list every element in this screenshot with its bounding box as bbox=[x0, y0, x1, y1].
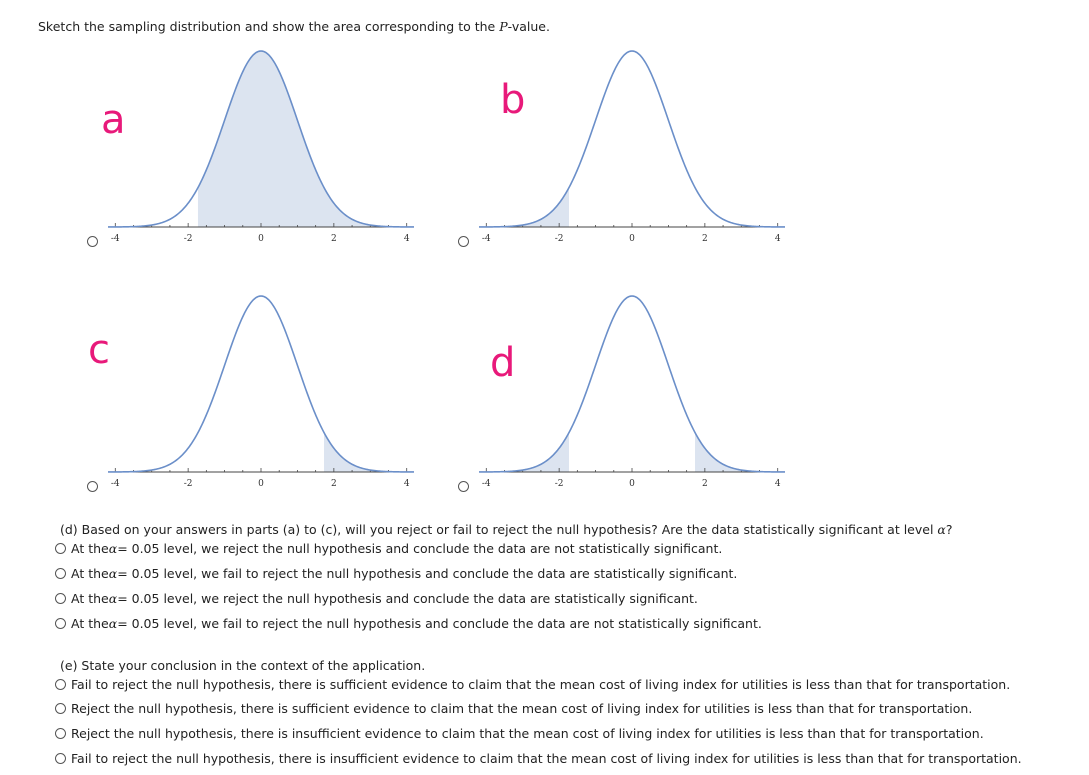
graph-b-radio[interactable] bbox=[458, 236, 469, 247]
tick-label: 4 bbox=[774, 479, 781, 489]
radio-button[interactable] bbox=[55, 618, 66, 629]
question-e-option-3[interactable]: Reject the null hypothesis, there is insufficient evidence to claim that the mean cost of living index for utilities is less than that for transportation. bbox=[55, 726, 984, 741]
tick-label: 0 bbox=[258, 234, 264, 244]
graph-c bbox=[100, 278, 460, 496]
radio-button[interactable] bbox=[55, 568, 66, 579]
question-d-title: (d) Based on your answers in parts (a) to (c), will you reject or fail to reject the null hypothesis? Are the data statistically significant at level α? bbox=[60, 522, 953, 537]
question-d-option-1[interactable]: At the α = 0.05 level, we reject the null hypothesis and conclude the data are not statistically significant. bbox=[55, 541, 722, 556]
question-e-option-4[interactable]: Fail to reject the null hypothesis, there is insufficient evidence to claim that the mean cost of living index for utilities is less than that for transportation. bbox=[55, 751, 1022, 766]
tick-label: 4 bbox=[403, 479, 410, 489]
question-d-option-3[interactable]: At the α = 0.05 level, we reject the null hypothesis and conclude the data are statistically significant. bbox=[55, 591, 698, 606]
tick-label: 2 bbox=[701, 234, 708, 244]
graph-b-label: b bbox=[500, 77, 526, 123]
tick-label: 0 bbox=[629, 479, 635, 489]
tick-label: 0 bbox=[629, 234, 635, 244]
graph-a-label: a bbox=[101, 97, 126, 143]
tick-label: 2 bbox=[330, 479, 337, 489]
shaded-area bbox=[198, 51, 414, 227]
graph-c-label: c bbox=[88, 327, 110, 373]
tick-label: 2 bbox=[701, 479, 708, 489]
graph-d-radio[interactable] bbox=[458, 481, 469, 492]
question-e-option-1[interactable]: Fail to reject the null hypothesis, there is sufficient evidence to claim that the mean cost of living index for utilities is less than that for transportation. bbox=[55, 677, 1010, 692]
question-e-title: (e) State your conclusion in the context of the application. bbox=[60, 658, 426, 673]
tick-label: 4 bbox=[774, 234, 781, 244]
tick-label: -2 bbox=[183, 234, 193, 244]
question-d-option-2[interactable]: At the α = 0.05 level, we fail to reject the null hypothesis and conclude the data are statistically significant. bbox=[55, 566, 737, 581]
tick-label: 2 bbox=[330, 234, 337, 244]
tick-label: -4 bbox=[110, 234, 120, 244]
graph-d-label: d bbox=[490, 340, 516, 386]
radio-button[interactable] bbox=[55, 543, 66, 554]
graph-d bbox=[471, 278, 831, 496]
density-curve bbox=[479, 51, 785, 227]
tick-label: -4 bbox=[481, 479, 491, 489]
tick-label: -2 bbox=[554, 479, 564, 489]
graph-a bbox=[100, 33, 460, 251]
tick-label: -2 bbox=[554, 234, 564, 244]
graph-a-radio[interactable] bbox=[87, 236, 98, 247]
question-d-option-4[interactable]: At the α = 0.05 level, we fail to reject the null hypothesis and conclude the data are not statistically significant. bbox=[55, 616, 762, 631]
tick-label: -2 bbox=[183, 479, 193, 489]
graph-b bbox=[471, 33, 831, 251]
question-e-option-2[interactable]: Reject the null hypothesis, there is sufficient evidence to claim that the mean cost of living index for utilities is less than that for transportation. bbox=[55, 701, 972, 716]
tick-label: -4 bbox=[110, 479, 120, 489]
density-curve bbox=[108, 296, 414, 472]
tick-label: 0 bbox=[258, 479, 264, 489]
radio-button[interactable] bbox=[55, 753, 66, 764]
tick-label: 4 bbox=[403, 234, 410, 244]
radio-button[interactable] bbox=[55, 593, 66, 604]
instructions: Sketch the sampling distribution and show the area corresponding to the P-value. bbox=[38, 19, 550, 34]
radio-button[interactable] bbox=[55, 703, 66, 714]
graph-c-radio[interactable] bbox=[87, 481, 98, 492]
tick-label: -4 bbox=[481, 234, 491, 244]
density-curve bbox=[479, 296, 785, 472]
radio-button[interactable] bbox=[55, 728, 66, 739]
radio-button[interactable] bbox=[55, 679, 66, 690]
